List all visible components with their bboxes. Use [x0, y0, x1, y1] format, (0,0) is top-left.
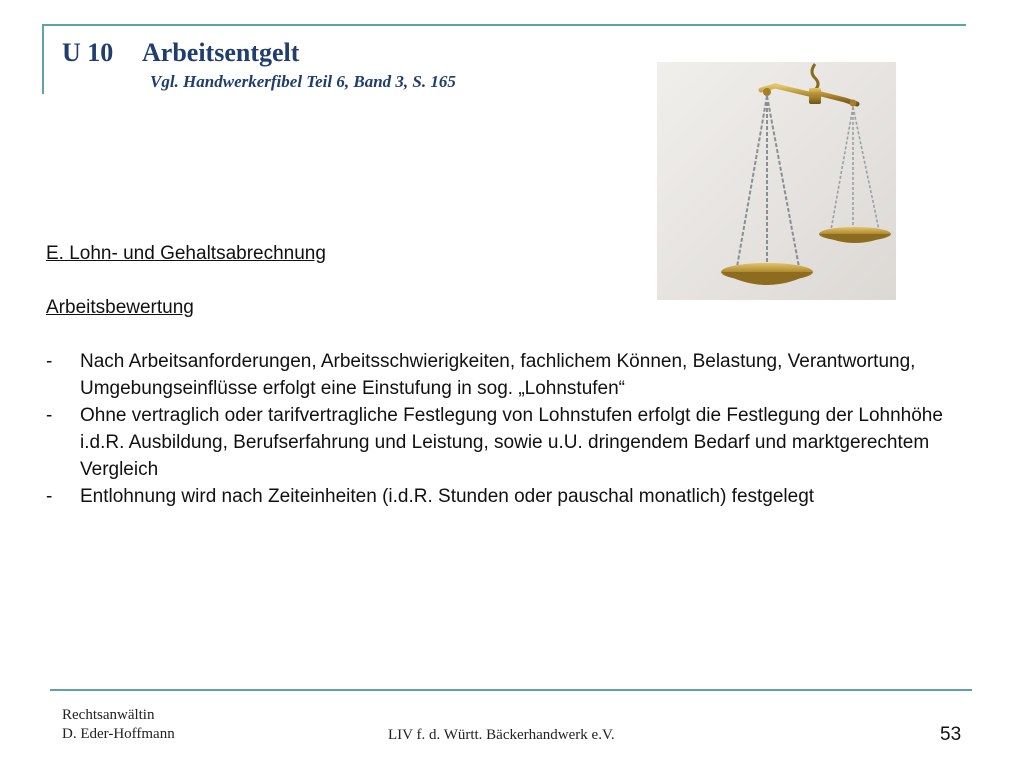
footer-author [62, 706, 175, 744]
bullet-list [46, 348, 986, 510]
slide-subtitle: Vgl. Handwerkerfibel Teil 6, Band 3, S. 165 [150, 72, 456, 91]
footer-author-name: D. Eder-Hoffmann [62, 726, 175, 742]
bullet-item [46, 402, 986, 483]
title-frame-left-line [42, 24, 44, 94]
subheading: Arbeitsbewertung [46, 297, 194, 318]
bullet-text: Ohne vertraglich oder tarifvertragliche Festlegung von Lohnstufen erfolgt die Festlegung der Lohnhöhe i.d.R. Ausbildung, Berufserfahrung und Leistung, sowie u.U. dringendem Bedarf und marktgerechtem Vergleich [80, 405, 943, 480]
slide-body [46, 240, 986, 510]
bullet-text: Nach Arbeitsanforderungen, Arbeitsschwierigkeiten, fachlichem Können, Belastung, Verantwortung, Umgebungseinflüsse erfolgt eine Einstufung in sog. „Lohnstufen“ [80, 351, 916, 399]
bullet-text: Entlohnung wird nach Zeiteinheiten (i.d.R. Stunden oder pauschal monatlich) festgelegt [80, 486, 815, 507]
bullet-item [46, 483, 986, 510]
bullet-marker: - [46, 405, 53, 426]
page-number: 53 [940, 724, 962, 745]
footer-divider [50, 689, 972, 691]
bullet-item [46, 348, 986, 402]
slide-title [62, 38, 299, 68]
bullet-marker: - [46, 486, 53, 507]
section-heading: E. Lohn- und Gehaltsabrechnung [46, 243, 326, 264]
bullet-marker: - [46, 351, 53, 372]
title-frame-top-line [42, 24, 966, 26]
slide-title-text: Arbeitsentgelt [142, 38, 300, 67]
footer-organization: LIV f. d. Württ. Bäckerhandwerk e.V. [388, 727, 615, 743]
slide-number-label: U 10 [62, 38, 114, 67]
footer-author-role: Rechtsanwältin [62, 707, 155, 723]
